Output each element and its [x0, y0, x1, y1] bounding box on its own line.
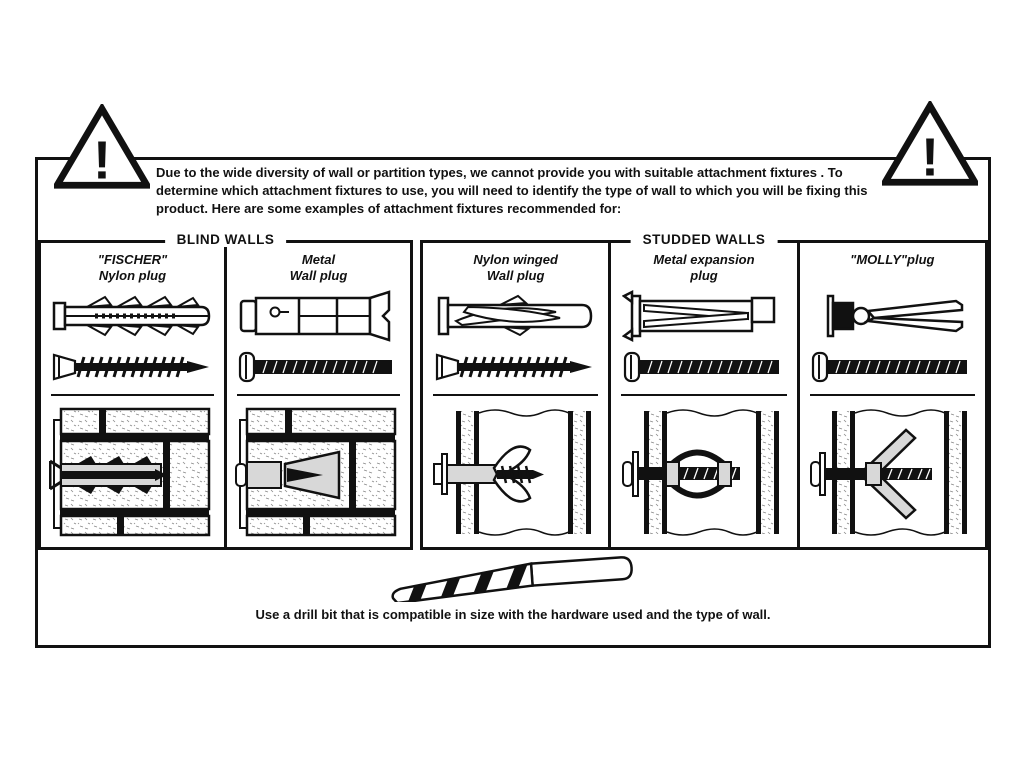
label-line: Wall plug	[289, 268, 348, 283]
column-label	[98, 252, 167, 286]
label-line: "MOLLY"plug	[850, 252, 935, 267]
label-line: Nylon winged	[473, 252, 558, 267]
column-divider	[621, 394, 786, 396]
pan-head-screw-illustration	[237, 350, 401, 384]
column-fischer-nylon-plug	[41, 243, 227, 547]
column-divider	[433, 394, 598, 396]
column-divider	[51, 394, 214, 396]
pan-head-screw-illustration	[622, 350, 786, 384]
warning-exclamation: !	[921, 128, 939, 187]
hollow-wall-installation-illustration	[808, 404, 976, 540]
countersunk-screw-illustration	[434, 350, 598, 384]
group-studded-walls	[420, 232, 988, 550]
warning-triangle-icon	[54, 104, 150, 190]
pan-head-screw-illustration	[810, 350, 974, 384]
countersunk-screw-illustration	[51, 350, 215, 384]
column-label	[850, 252, 934, 286]
column-divider	[237, 394, 400, 396]
group-blind-walls	[38, 232, 413, 550]
metal-sleeve-anchor-illustration	[237, 288, 401, 344]
intro-text: Due to the wide diversity of wall or partition types, we cannot provide you with suitable attachment fixtures . To determine which attachment fixtures to use, you will need to identify the type of wall to which you will be fixing this product. Here are some examples of attachment fixtures recommended for:	[156, 165, 868, 216]
molly-plug-illustration	[810, 288, 974, 344]
nylon-winged-plug-illustration	[434, 288, 598, 344]
column-label	[473, 252, 558, 286]
warning-triangle-icon	[882, 101, 978, 187]
nylon-plug-illustration	[51, 288, 215, 344]
column-molly-plug	[800, 243, 985, 547]
column-metal-wall-plug	[227, 243, 410, 547]
warning-exclamation: !	[93, 131, 111, 190]
column-label	[653, 252, 754, 286]
label-line: Wall plug	[486, 268, 545, 283]
label-line: Metal	[301, 252, 336, 267]
column-nylon-winged-plug	[423, 243, 611, 547]
group-title: BLIND WALLS	[165, 232, 287, 247]
column-metal-expansion-plug	[611, 243, 799, 547]
label-line: Metal expansion	[653, 252, 755, 267]
label-line: "FISCHER"	[97, 252, 168, 267]
solid-wall-installation-illustration	[235, 404, 403, 540]
hollow-wall-installation-illustration	[432, 404, 600, 540]
footer-caption: Use a drill bit that is compatible in size with the hardware used and the type of wall.	[255, 607, 771, 622]
solid-wall-installation-illustration	[49, 404, 217, 540]
label-line: plug	[690, 268, 718, 283]
column-divider	[810, 394, 975, 396]
hollow-wall-installation-illustration	[620, 404, 788, 540]
metal-expansion-plug-illustration	[622, 288, 786, 344]
group-title: STUDDED WALLS	[631, 232, 778, 247]
drill-bit-illustration	[386, 554, 638, 602]
label-line: Nylon plug	[98, 268, 167, 283]
column-label	[290, 252, 348, 286]
